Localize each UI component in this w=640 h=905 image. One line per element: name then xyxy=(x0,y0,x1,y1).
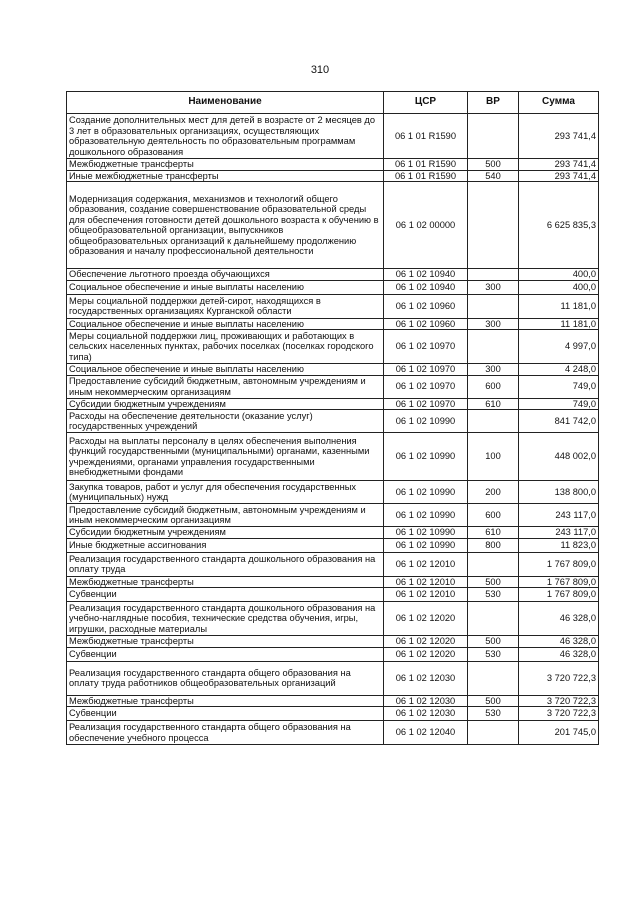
cell-vr xyxy=(468,182,519,269)
cell-name: Расходы на выплаты персоналу в целях обеспечения выполнения функций государственными (муниципальными) органами, казенными учреждениями, органами управления государственными внебюджетными фондами xyxy=(67,433,384,481)
cell-name: Социальное обеспечение и иные выплаты населению xyxy=(67,280,384,294)
table-row xyxy=(67,707,599,721)
cell-sum: 3 720 722,3 xyxy=(519,707,599,721)
table-row xyxy=(67,647,599,661)
cell-sum: 46 328,0 xyxy=(519,636,599,648)
cell-sum: 243 117,0 xyxy=(519,527,599,539)
cell-vr: 500 xyxy=(468,159,519,171)
cell-vr: 300 xyxy=(468,364,519,376)
table-row xyxy=(67,602,599,636)
cell-vr: 500 xyxy=(468,576,519,588)
cell-csr: 06 1 02 10970 xyxy=(384,398,468,410)
cell-csr: 06 1 02 10940 xyxy=(384,280,468,294)
cell-sum: 841 742,0 xyxy=(519,410,599,433)
cell-name: Меры социальной поддержки лиц, проживающих и работающих в сельских населенных пунктах, рабочих поселках (поселках городского типа) xyxy=(67,330,384,364)
cell-csr: 06 1 02 12010 xyxy=(384,552,468,576)
cell-csr: 06 1 02 10990 xyxy=(384,538,468,552)
cell-name: Реализация государственного стандарта общего образования на обеспечение учебного процесса xyxy=(67,721,384,745)
cell-vr: 530 xyxy=(468,707,519,721)
cell-csr: 06 1 02 10990 xyxy=(384,504,468,527)
table-row xyxy=(67,318,599,330)
cell-vr: 300 xyxy=(468,280,519,294)
cell-csr: 06 1 02 10990 xyxy=(384,527,468,539)
table-row xyxy=(67,375,599,398)
cell-csr: 06 1 02 12020 xyxy=(384,636,468,648)
header-csr: ЦСР xyxy=(384,92,468,114)
cell-vr xyxy=(468,552,519,576)
cell-csr: 06 1 02 12030 xyxy=(384,695,468,707)
table-row xyxy=(67,588,599,602)
cell-csr: 06 1 02 10960 xyxy=(384,294,468,318)
table-row xyxy=(67,159,599,171)
cell-sum: 400,0 xyxy=(519,269,599,281)
cell-sum: 46 328,0 xyxy=(519,647,599,661)
cell-sum: 3 720 722,3 xyxy=(519,695,599,707)
cell-sum: 201 745,0 xyxy=(519,721,599,745)
cell-vr: 540 xyxy=(468,170,519,182)
cell-csr: 06 1 02 12030 xyxy=(384,707,468,721)
table-row xyxy=(67,410,599,433)
cell-sum: 4 997,0 xyxy=(519,330,599,364)
cell-sum: 243 117,0 xyxy=(519,504,599,527)
cell-sum: 293 741,4 xyxy=(519,159,599,171)
cell-name: Закупка товаров, работ и услуг для обеспечения государственных (муниципальных) нужд xyxy=(67,481,384,504)
cell-name: Субвенции xyxy=(67,707,384,721)
table-row xyxy=(67,170,599,182)
cell-csr: 06 1 01 R1590 xyxy=(384,114,468,159)
cell-name: Субсидии бюджетным учреждениям xyxy=(67,527,384,539)
cell-csr: 06 1 02 10940 xyxy=(384,269,468,281)
table-row xyxy=(67,552,599,576)
cell-sum: 6 625 835,3 xyxy=(519,182,599,269)
header-vr: ВР xyxy=(468,92,519,114)
cell-csr: 06 1 02 12040 xyxy=(384,721,468,745)
cell-vr: 610 xyxy=(468,527,519,539)
table-row xyxy=(67,294,599,318)
table-header-row xyxy=(67,92,599,114)
cell-csr: 06 1 02 12020 xyxy=(384,602,468,636)
table-row xyxy=(67,576,599,588)
cell-csr: 06 1 01 R1590 xyxy=(384,170,468,182)
cell-name: Иные межбюджетные трансферты xyxy=(67,170,384,182)
cell-name: Межбюджетные трансферты xyxy=(67,695,384,707)
cell-vr: 500 xyxy=(468,695,519,707)
cell-vr: 800 xyxy=(468,538,519,552)
table-row xyxy=(67,364,599,376)
table-row xyxy=(67,398,599,410)
table-row xyxy=(67,527,599,539)
cell-csr: 06 1 02 10970 xyxy=(384,375,468,398)
cell-csr: 06 1 02 10990 xyxy=(384,410,468,433)
cell-vr xyxy=(468,294,519,318)
cell-sum: 749,0 xyxy=(519,398,599,410)
table-row xyxy=(67,504,599,527)
table-row xyxy=(67,114,599,159)
cell-name: Меры социальной поддержки детей-сирот, находящихся в государственных организациях Курганской области xyxy=(67,294,384,318)
cell-name: Реализация государственного стандарта общего образования на оплату труда работников общеобразовательных организаций xyxy=(67,661,384,695)
cell-sum: 1 767 809,0 xyxy=(519,552,599,576)
cell-vr xyxy=(468,661,519,695)
cell-name: Субсидии бюджетным учреждениям xyxy=(67,398,384,410)
table-row xyxy=(67,695,599,707)
cell-vr: 530 xyxy=(468,647,519,661)
table-row xyxy=(67,330,599,364)
cell-csr: 06 1 02 12010 xyxy=(384,576,468,588)
cell-sum: 448 002,0 xyxy=(519,433,599,481)
cell-vr: 610 xyxy=(468,398,519,410)
cell-csr: 06 1 02 10990 xyxy=(384,481,468,504)
cell-sum: 11 181,0 xyxy=(519,294,599,318)
cell-name: Предоставление субсидий бюджетным, автономным учреждениям и иным некоммерческим организациям xyxy=(67,375,384,398)
cell-name: Реализация государственного стандарта дошкольного образования на оплату труда xyxy=(67,552,384,576)
table-row xyxy=(67,269,599,281)
header-name: Наименование xyxy=(67,92,384,114)
table-row xyxy=(67,538,599,552)
table-row xyxy=(67,636,599,648)
cell-vr xyxy=(468,602,519,636)
cell-csr: 06 1 02 12020 xyxy=(384,647,468,661)
table-row xyxy=(67,433,599,481)
budget-table xyxy=(66,91,599,745)
cell-name: Обеспечение льготного проезда обучающихся xyxy=(67,269,384,281)
cell-name: Субвенции xyxy=(67,588,384,602)
cell-vr: 500 xyxy=(468,636,519,648)
cell-csr: 06 1 02 10970 xyxy=(384,364,468,376)
cell-vr xyxy=(468,269,519,281)
cell-csr: 06 1 02 10970 xyxy=(384,330,468,364)
cell-name: Социальное обеспечение и иные выплаты населению xyxy=(67,318,384,330)
cell-vr: 600 xyxy=(468,504,519,527)
cell-sum: 293 741,4 xyxy=(519,170,599,182)
cell-csr: 06 1 02 10990 xyxy=(384,433,468,481)
cell-csr: 06 1 02 12030 xyxy=(384,661,468,695)
cell-name: Реализация государственного стандарта дошкольного образования на учебно-наглядные пособия, технические средства обучения, игры, игрушки, расходные материалы xyxy=(67,602,384,636)
cell-vr: 300 xyxy=(468,318,519,330)
cell-name: Межбюджетные трансферты xyxy=(67,576,384,588)
cell-name: Модернизация содержания, механизмов и технологий общего образования, создание совершенствование образовательной среды для обеспечения готовности детей дошкольного возраста к обучению в общеобразовательной организации, выпускников общеобразовательных организаций к дальнейшему продолжению образования и началу профессиональной деятельности xyxy=(67,182,384,269)
cell-csr: 06 1 02 10960 xyxy=(384,318,468,330)
cell-vr: 100 xyxy=(468,433,519,481)
cell-name: Социальное обеспечение и иные выплаты населению xyxy=(67,364,384,376)
cell-name: Субвенции xyxy=(67,647,384,661)
cell-name: Межбюджетные трансферты xyxy=(67,159,384,171)
cell-sum: 11 823,0 xyxy=(519,538,599,552)
table-row xyxy=(67,280,599,294)
cell-csr: 06 1 01 R1590 xyxy=(384,159,468,171)
cell-csr: 06 1 02 00000 xyxy=(384,182,468,269)
cell-sum: 400,0 xyxy=(519,280,599,294)
cell-sum: 46 328,0 xyxy=(519,602,599,636)
cell-name: Предоставление субсидий бюджетным, автономным учреждениям и иным некоммерческим организациям xyxy=(67,504,384,527)
page-number: 310 xyxy=(310,64,330,76)
table-row xyxy=(67,721,599,745)
cell-vr xyxy=(468,330,519,364)
cell-sum: 1 767 809,0 xyxy=(519,588,599,602)
cell-name: Расходы на обеспечение деятельности (оказание услуг) государственных учреждений xyxy=(67,410,384,433)
cell-vr xyxy=(468,114,519,159)
cell-name: Создание дополнительных мест для детей в возрасте от 2 месяцев до 3 лет в образовательных организациях, осуществляющих образовательную деятельность по образовательным программам дошкольного образования xyxy=(67,114,384,159)
cell-csr: 06 1 02 12010 xyxy=(384,588,468,602)
cell-name: Межбюджетные трансферты xyxy=(67,636,384,648)
cell-sum: 138 800,0 xyxy=(519,481,599,504)
cell-vr: 200 xyxy=(468,481,519,504)
table-row xyxy=(67,661,599,695)
cell-sum: 3 720 722,3 xyxy=(519,661,599,695)
cell-name: Иные бюджетные ассигнования xyxy=(67,538,384,552)
cell-sum: 1 767 809,0 xyxy=(519,576,599,588)
cell-vr: 530 xyxy=(468,588,519,602)
header-sum: Сумма xyxy=(519,92,599,114)
cell-sum: 749,0 xyxy=(519,375,599,398)
cell-sum: 293 741,4 xyxy=(519,114,599,159)
cell-vr xyxy=(468,721,519,745)
table-row xyxy=(67,481,599,504)
cell-sum: 11 181,0 xyxy=(519,318,599,330)
cell-vr: 600 xyxy=(468,375,519,398)
cell-vr xyxy=(468,410,519,433)
cell-sum: 4 248,0 xyxy=(519,364,599,376)
table-row xyxy=(67,182,599,269)
